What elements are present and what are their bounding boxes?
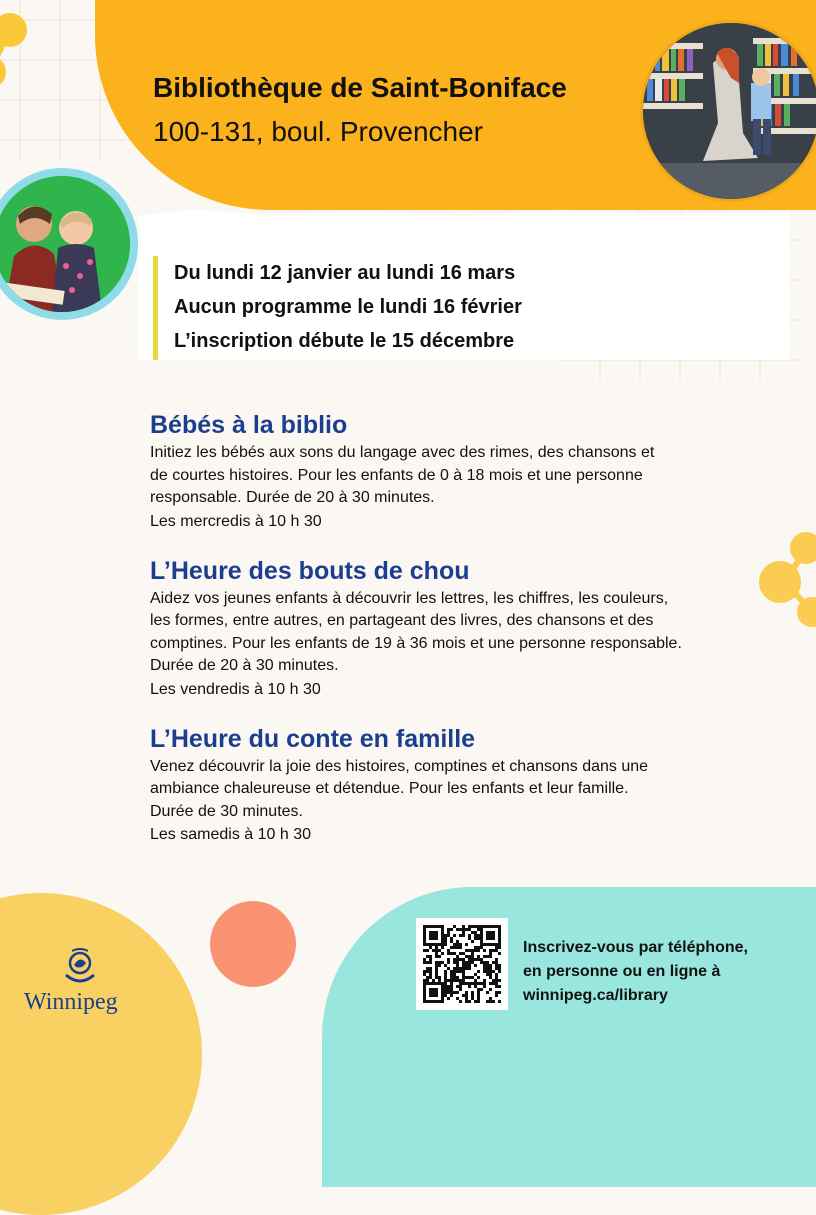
winnipeg-logo-text: Winnipeg (24, 989, 118, 1015)
program-description-line: de courtes histoires. Pour les enfants de 0 à 18 mois et une personne (150, 466, 643, 484)
cta-link[interactable]: winnipeg.ca/library (523, 987, 668, 1004)
program-description-line: Durée de 30 minutes. (150, 802, 303, 820)
cta-line: en personne ou en ligne à (523, 963, 721, 980)
program-title: Bébés à la biblio (150, 411, 348, 439)
program-schedule: Les vendredis à 10 h 30 (150, 680, 321, 698)
winnipeg-logo-icon (62, 945, 98, 989)
program-schedule: Les samedis à 10 h 30 (150, 826, 311, 843)
program-item (150, 722, 750, 848)
program-item (150, 554, 750, 702)
molecule-decoration-right (756, 520, 816, 640)
program-title: L’Heure des bouts de chou (150, 556, 470, 585)
program-description-line: Venez découvrir la joie des histoires, comptines et chansons dans une (150, 757, 649, 775)
program-description-line: Durée de 20 à 30 minutes. (150, 657, 339, 674)
info-registration: L’inscription débute le 15 décembre (174, 330, 515, 352)
info-date-range: Du lundi 12 janvier au lundi 16 mars (174, 262, 516, 284)
registration-call-to-action (523, 936, 748, 1008)
program-list (150, 408, 750, 867)
program-schedule: Les mercredis à 10 h 30 (150, 512, 322, 530)
program-title: L’Heure du conte en famille (150, 724, 476, 753)
library-photo (640, 20, 816, 202)
registration-qr-code[interactable] (416, 918, 508, 1010)
library-address: 100-131, boul. Provencher (153, 116, 483, 147)
cta-line: Inscrivez-vous par téléphone, (523, 939, 748, 956)
info-no-program: Aucun programme le lundi 16 février (174, 296, 522, 318)
program-description-line: comptines. Pour les enfants de 19 à 36 mois et une personne responsable. (150, 634, 682, 652)
winnipeg-logo[interactable] (24, 945, 134, 1025)
footer-teal-panel (322, 887, 816, 1187)
library-name: Bibliothèque de Saint-Boniface (153, 72, 567, 103)
program-description-line: ambiance chaleureuse et détendue. Pour les enfants et leur famille. (150, 780, 629, 797)
program-description-line: Aidez vos jeunes enfants à découvrir les lettres, les chiffres, les couleurs, (150, 589, 669, 607)
molecule-decoration-top (0, 0, 50, 100)
qr-code-icon (416, 918, 508, 1010)
program-description-line: les formes, entre autres, en partageant des livres, des chansons et des (150, 612, 654, 629)
program-description-line: responsable. Durée de 20 à 30 minutes. (150, 489, 435, 506)
info-dates (174, 256, 522, 358)
footer-orange-circle (210, 901, 296, 987)
footer-yellow-circle (0, 893, 202, 1215)
program-description-line: Initiez les bébés aux sons du langage avec des rimes, des chansons et (150, 444, 655, 461)
program-item (150, 408, 750, 534)
info-accent-bar (153, 256, 158, 360)
